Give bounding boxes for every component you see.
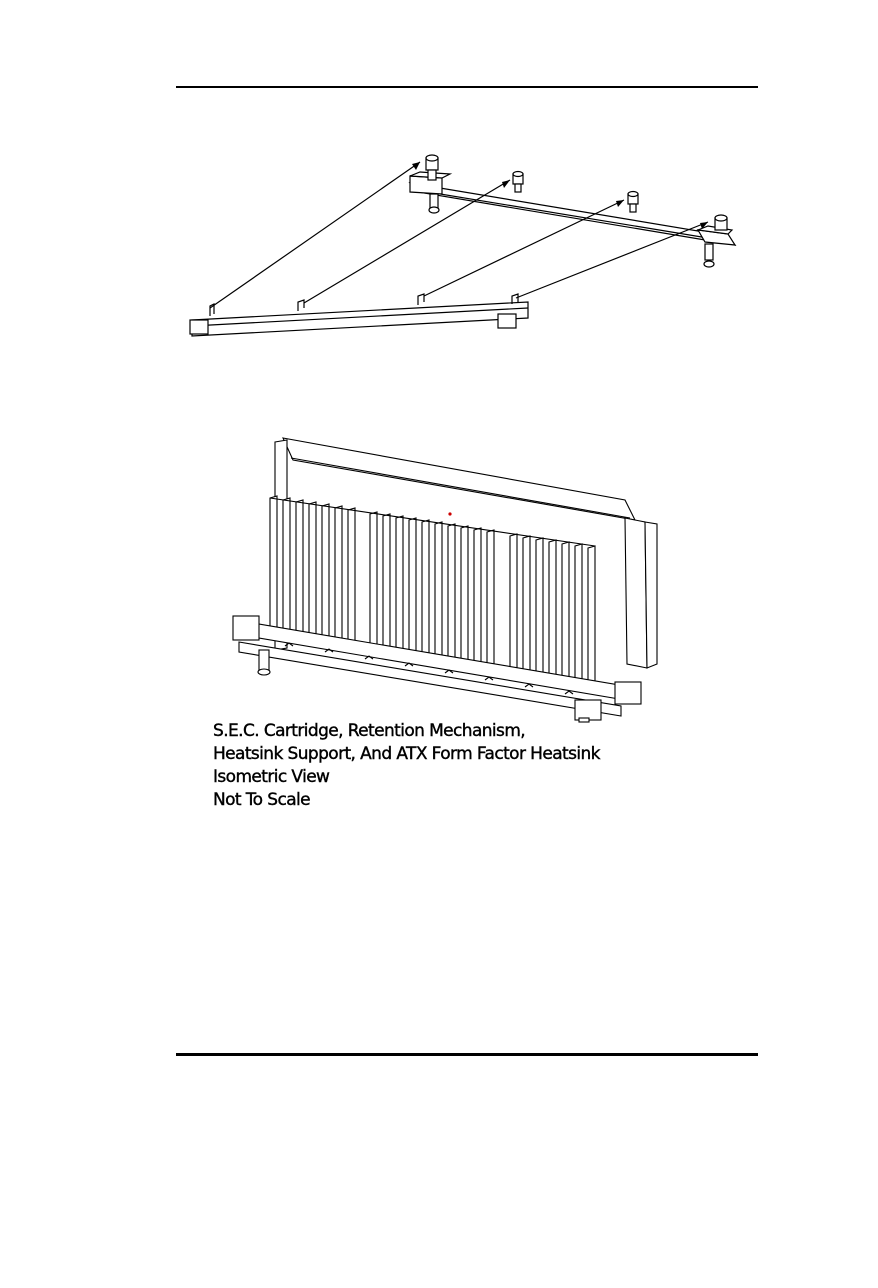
heatsink-support-exploded-figure [180,148,760,348]
caption-line-4: Not To Scale [213,790,311,810]
sec-cartridge-isometric-figure [225,428,695,723]
figure-caption [213,720,733,812]
header-rule [176,86,758,88]
caption-line-1: S.E.C. Cartridge, Retention Mechanism, [213,721,526,741]
footer-rule [176,1053,758,1056]
caption-line-3: Isometric View [213,767,330,787]
caption-line-2: Heatsink Support, And ATX Form Factor Heatsink [213,744,600,764]
